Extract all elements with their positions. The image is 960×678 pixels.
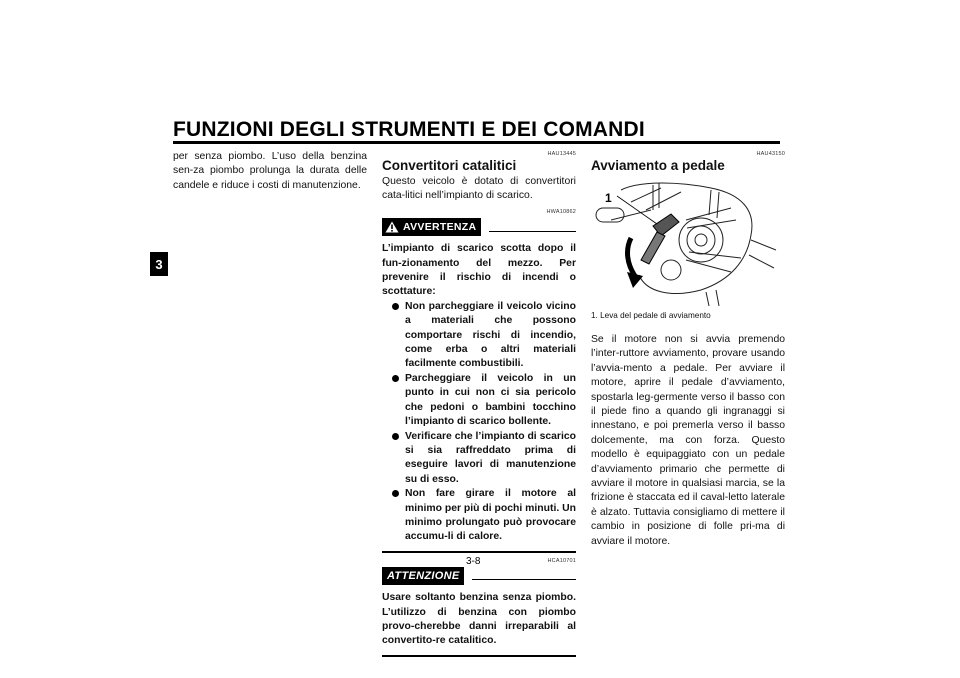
attention-rule (472, 579, 576, 580)
warning-end-rule (382, 551, 576, 553)
list-item: Verificare che l’impianto di scarico si sia raffreddato prima di eseguire lavori di manutenzione su di esso. (390, 430, 576, 488)
attention-header (382, 567, 576, 585)
bullet-icon (392, 433, 399, 440)
col1-paragraph: per senza piombo. L’uso della benzina sen-za piombo prolunga la durata delle candele e riduce i costi di manutenzione. (173, 151, 367, 191)
warning-header (382, 218, 576, 236)
page-number: 3-8 (466, 556, 481, 567)
bullet-icon (392, 375, 399, 382)
figure-caption: 1. Leva del pedale di avviamento (591, 311, 711, 320)
page-title: FUNZIONI DEGLI STRUMENTI E DEI COMANDI (173, 118, 645, 141)
column-2 (382, 150, 576, 661)
section-code: HAU43150 (756, 151, 785, 157)
kickstart-paragraph: Se il motore non si avvia premendo l’inter-ruttore avviamento, provare usando l’avvia-mento a pedale. Per avviare il motore, aprire il pedale d’avviamento, spostarla leg-germente verso il basso con il piede fino a quando gli ingranaggi si innestano, e poi premerla verso il basso dolcemente, ma con forza. Questo modello è equipaggiato con un pedale d’avviamento primario che permette di avviare il motore in qualsiasi marcia, se la frizione è staccata ed il caval-letto laterale è alzato. Tuttavia consigliamo di mettere il cambio in posizione di folle pri-ma di avviare il motore. (591, 334, 785, 547)
warning-text: L’impianto di scarico scotta dopo il fun-zionamento del mezzo. Per prevenire il rischio di incendi o scottature: (382, 243, 576, 298)
warning-badge (382, 218, 481, 236)
attention-end-rule (382, 655, 576, 657)
warning-triangle-icon (385, 221, 399, 233)
section-heading-catalytic: Convertitori catalitici (382, 158, 517, 173)
header-rule (173, 141, 780, 144)
catalytic-intro: Questo veicolo è dotato di convertitori cata-litici nell’impianto di scarico. (382, 176, 576, 202)
list-item: Non fare girare il motore al minimo per più di pochi minuti. Un minimo prolungato può provocare accumu-li di calore. (390, 487, 576, 545)
kickstart-figure (591, 180, 785, 306)
warning-code: HWA10862 (546, 208, 576, 215)
bullet-icon (392, 490, 399, 497)
column-3 (591, 150, 785, 549)
list-item: Parcheggiare il veicolo in un punto in cui non ci sia pericolo che pedoni o bambini tocchino l’impianto di scarico bollente. (390, 372, 576, 430)
figure-callout-number: 1 (605, 191, 612, 205)
warning-label: AVVERTENZA (403, 220, 477, 233)
kick-starter-illustration (591, 180, 785, 306)
bullet-icon (392, 303, 399, 310)
attention-code: HCA10701 (547, 557, 576, 564)
attention-text: Usare soltanto benzina senza piombo. L’utilizzo di benzina con piombo provo-cherebbe danni irreparabili al convertito-re catalitico. (382, 592, 576, 647)
list-item: Non parcheggiare il veicolo vicino a materiali che possono comportare rischi di incendio, come erba o altri materiali facilmente combustibili. (390, 300, 576, 372)
warning-rule (489, 231, 576, 232)
chapter-tab: 3 (150, 252, 168, 276)
section-heading-kickstart: Avviamento a pedale (591, 158, 725, 173)
column-1 (173, 150, 367, 193)
section-code: HAU13445 (547, 151, 576, 157)
warning-bullet-list (390, 300, 576, 545)
attention-badge: ATTENZIONE (382, 567, 464, 585)
